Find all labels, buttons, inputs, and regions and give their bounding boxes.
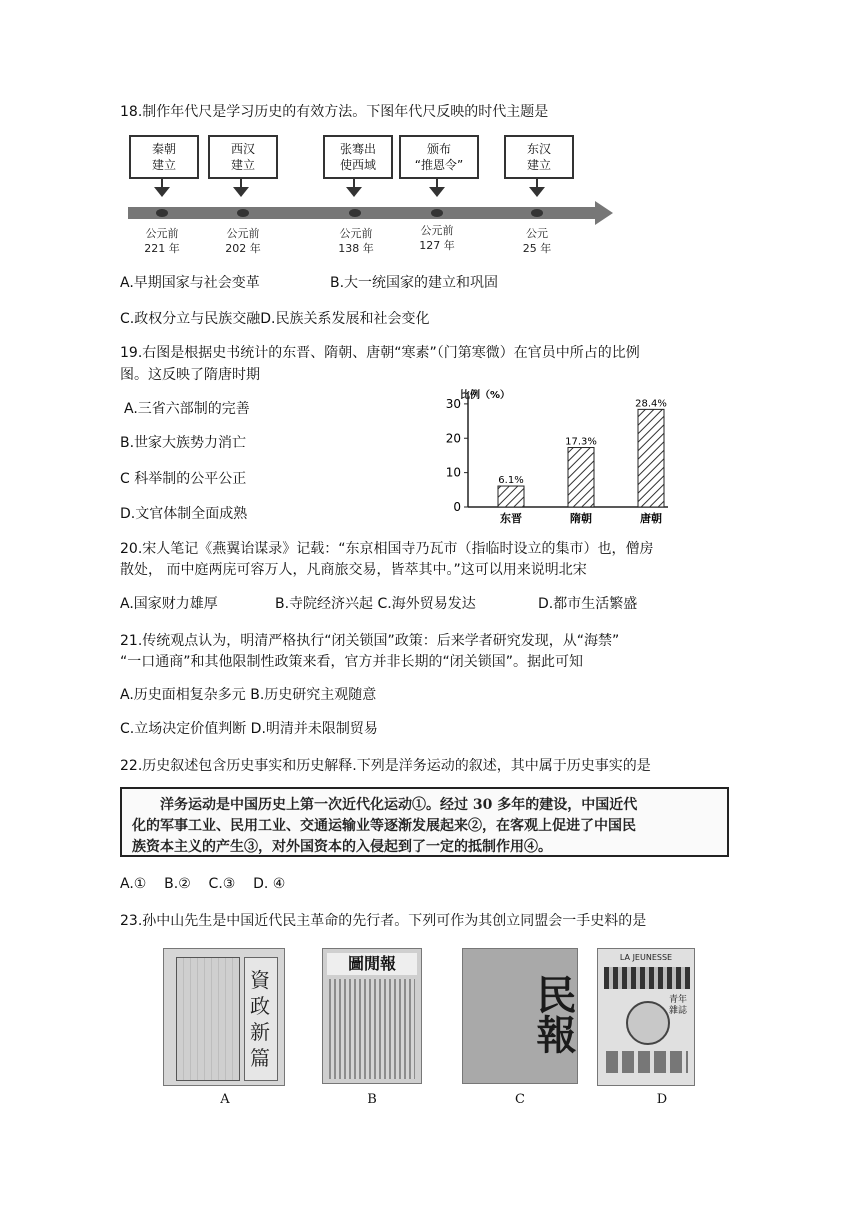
timeline-date bbox=[512, 226, 562, 256]
q19-stem-line2: 图。这反映了隋唐时期 bbox=[120, 367, 260, 383]
magazine-cover-d-image bbox=[597, 948, 695, 1086]
timeline-marker bbox=[349, 209, 361, 217]
bar bbox=[568, 448, 594, 507]
y-axis-label: 比例（%） bbox=[460, 390, 511, 401]
caption-d: D bbox=[656, 1092, 668, 1107]
event-label: 张骞出 bbox=[339, 142, 376, 156]
date-label: 127 年 bbox=[419, 239, 455, 252]
q19-stem-line1: 19.右图是根据史书统计的东晋、隋朝、唐朝“寒素”（门第寒微）在官员中所占的比例 bbox=[120, 345, 640, 361]
bar-value-label: 6.1% bbox=[498, 475, 524, 487]
event-label: 颁布 bbox=[426, 142, 451, 156]
q18-option-b: B.大一统国家的建立和巩固 bbox=[330, 275, 499, 291]
timeline-date bbox=[218, 226, 268, 256]
q21-stem-line1: 21.传统观点认为，明清严格执行“闭关锁国”政策：后来学者研究发现，从“海禁” bbox=[120, 633, 620, 649]
y-tick-label: 0 bbox=[453, 500, 461, 514]
timeline-pointer-arrow bbox=[529, 187, 545, 197]
event-label: “推恩令” bbox=[414, 158, 464, 172]
x-category-label: 东晋 bbox=[500, 512, 522, 525]
date-label: 公元 bbox=[526, 227, 548, 240]
date-label: 221 年 bbox=[144, 242, 180, 255]
x-category-label: 唐朝 bbox=[640, 512, 662, 525]
q20-option-a: A.国家财力雄厚 bbox=[120, 596, 218, 612]
date-label: 25 年 bbox=[522, 242, 552, 255]
journal-cover-c-image bbox=[462, 948, 578, 1084]
q19-option-a: A.三省六部制的完善 bbox=[124, 401, 250, 417]
passage-line: 化的军事工业、民用工业、交通运输业等逐渐发展起来②，在客观上促进了中国民 bbox=[132, 818, 636, 834]
q18-option-a: A.早期国家与社会变革 bbox=[120, 275, 260, 291]
timeline-marker bbox=[156, 209, 168, 217]
bar-value-label: 17.3% bbox=[565, 436, 597, 448]
timeline-pointer-arrow bbox=[233, 187, 249, 197]
q20-stem-line2: 散处， 而中庭两庑可容万人，凡商旅交易，皆萃其中。”这可以用来说明北宋 bbox=[120, 562, 587, 578]
bar bbox=[638, 409, 664, 507]
timeline-event-box bbox=[323, 135, 393, 179]
timeline-arrowhead bbox=[595, 201, 613, 225]
caption-a: A bbox=[220, 1092, 230, 1107]
q20-option-d: D.都市生活繁盛 bbox=[538, 596, 638, 612]
event-label: 东汉 bbox=[526, 142, 551, 156]
newspaper-b-image bbox=[322, 948, 422, 1084]
bar-value-label: 28.4% bbox=[635, 398, 667, 410]
date-label: 公元前 bbox=[339, 227, 373, 240]
q19-option-b: B.世家大族势力消亡 bbox=[120, 435, 247, 451]
passage-line: 族资本主义的产生③，对外国资本的入侵起到了一定的抵制作用④。 bbox=[132, 839, 552, 855]
q21-options-cd: C.立场决定价值判断 D.明清并未限制贸易 bbox=[120, 721, 378, 737]
magazine-header-d: LA JEUNESSE bbox=[619, 953, 673, 962]
event-label: 西汉 bbox=[230, 142, 255, 156]
timeline-pointer-arrow bbox=[429, 187, 445, 197]
book-cover-a-image bbox=[163, 948, 285, 1086]
date-label: 公元前 bbox=[226, 227, 260, 240]
q21-options-ab: A.历史面相复杂多元 B.历史研究主观随意 bbox=[120, 687, 377, 703]
bar bbox=[498, 486, 524, 507]
q21-stem-line2: “一口通商”和其他限制性政策来看，官方并非长期的“闭关锁国”。据此可知 bbox=[120, 654, 584, 670]
date-label: 公元前 bbox=[420, 224, 454, 237]
timeline-pointer-arrow bbox=[154, 187, 170, 197]
q19-bar-chart bbox=[440, 385, 680, 530]
timeline-pointer-arrow bbox=[346, 187, 362, 197]
timeline-date bbox=[331, 226, 381, 256]
timeline-date bbox=[412, 223, 462, 253]
timeline-marker bbox=[531, 209, 543, 217]
timeline-event-box bbox=[399, 135, 479, 179]
q22-passage-box bbox=[120, 787, 729, 857]
q18-stem: 18.制作年代尺是学习历史的有效方法。下图年代尺反映的时代主题是 bbox=[120, 104, 549, 120]
caption-c: C bbox=[515, 1092, 525, 1107]
q22-stem: 22.历史叙述包含历史事实和历史解释.下列是洋务运动的叙述，其中属于历史事实的是 bbox=[120, 758, 651, 774]
y-tick-label: 20 bbox=[445, 431, 461, 446]
date-label: 138 年 bbox=[338, 242, 374, 255]
event-label: 建立 bbox=[230, 158, 255, 172]
q18-options-cd: C.政权分立与民族交融D.民族关系发展和社会变化 bbox=[120, 311, 430, 327]
q20-option-bc: B.寺院经济兴起 C.海外贸易发达 bbox=[275, 596, 476, 612]
timeline-marker bbox=[431, 209, 443, 217]
timeline-axis bbox=[128, 207, 596, 219]
q19-option-c: C 科举制的公平公正 bbox=[120, 471, 247, 487]
q20-stem-line1: 20.宋人笔记《燕翼诒谋录》记载：“东京相国寺乃瓦市（指临时设立的集市）也，僧房 bbox=[120, 541, 654, 557]
date-label: 公元前 bbox=[145, 227, 179, 240]
timeline-event-box bbox=[208, 135, 278, 179]
event-label: 建立 bbox=[151, 158, 176, 172]
book-title-a: 資政新篇 bbox=[250, 968, 270, 1070]
q19-option-d: D.文官体制全面成熟 bbox=[120, 506, 248, 522]
event-label: 秦朝 bbox=[151, 142, 176, 156]
timeline-event-box bbox=[129, 135, 199, 179]
timeline-date bbox=[137, 226, 187, 256]
newspaper-title-b: 圖閒報 bbox=[327, 953, 417, 975]
timeline-event-box bbox=[504, 135, 574, 179]
q18-timeline bbox=[125, 135, 615, 260]
passage-line: 洋务运动是中国历史上第一次近代化运动①。经过 30 多年的建设，中国近代 bbox=[160, 797, 638, 813]
q22-options: A.① B.② C.③ D. ④ bbox=[120, 876, 286, 892]
event-label: 使西域 bbox=[339, 158, 376, 172]
event-label: 建立 bbox=[526, 158, 551, 172]
caption-b: B bbox=[367, 1092, 377, 1107]
magazine-title-d: 青年雜誌 bbox=[668, 995, 687, 1016]
y-tick-label: 10 bbox=[445, 465, 461, 480]
y-tick-label: 30 bbox=[445, 396, 461, 411]
timeline-marker bbox=[237, 209, 249, 217]
x-category-label: 隋朝 bbox=[570, 512, 592, 525]
date-label: 202 年 bbox=[225, 242, 261, 255]
journal-title-c: 民報 bbox=[530, 974, 577, 1054]
q23-stem: 23.孙中山先生是中国近代民主革命的先行者。下列可作为其创立同盟会一手史料的是 bbox=[120, 913, 647, 929]
